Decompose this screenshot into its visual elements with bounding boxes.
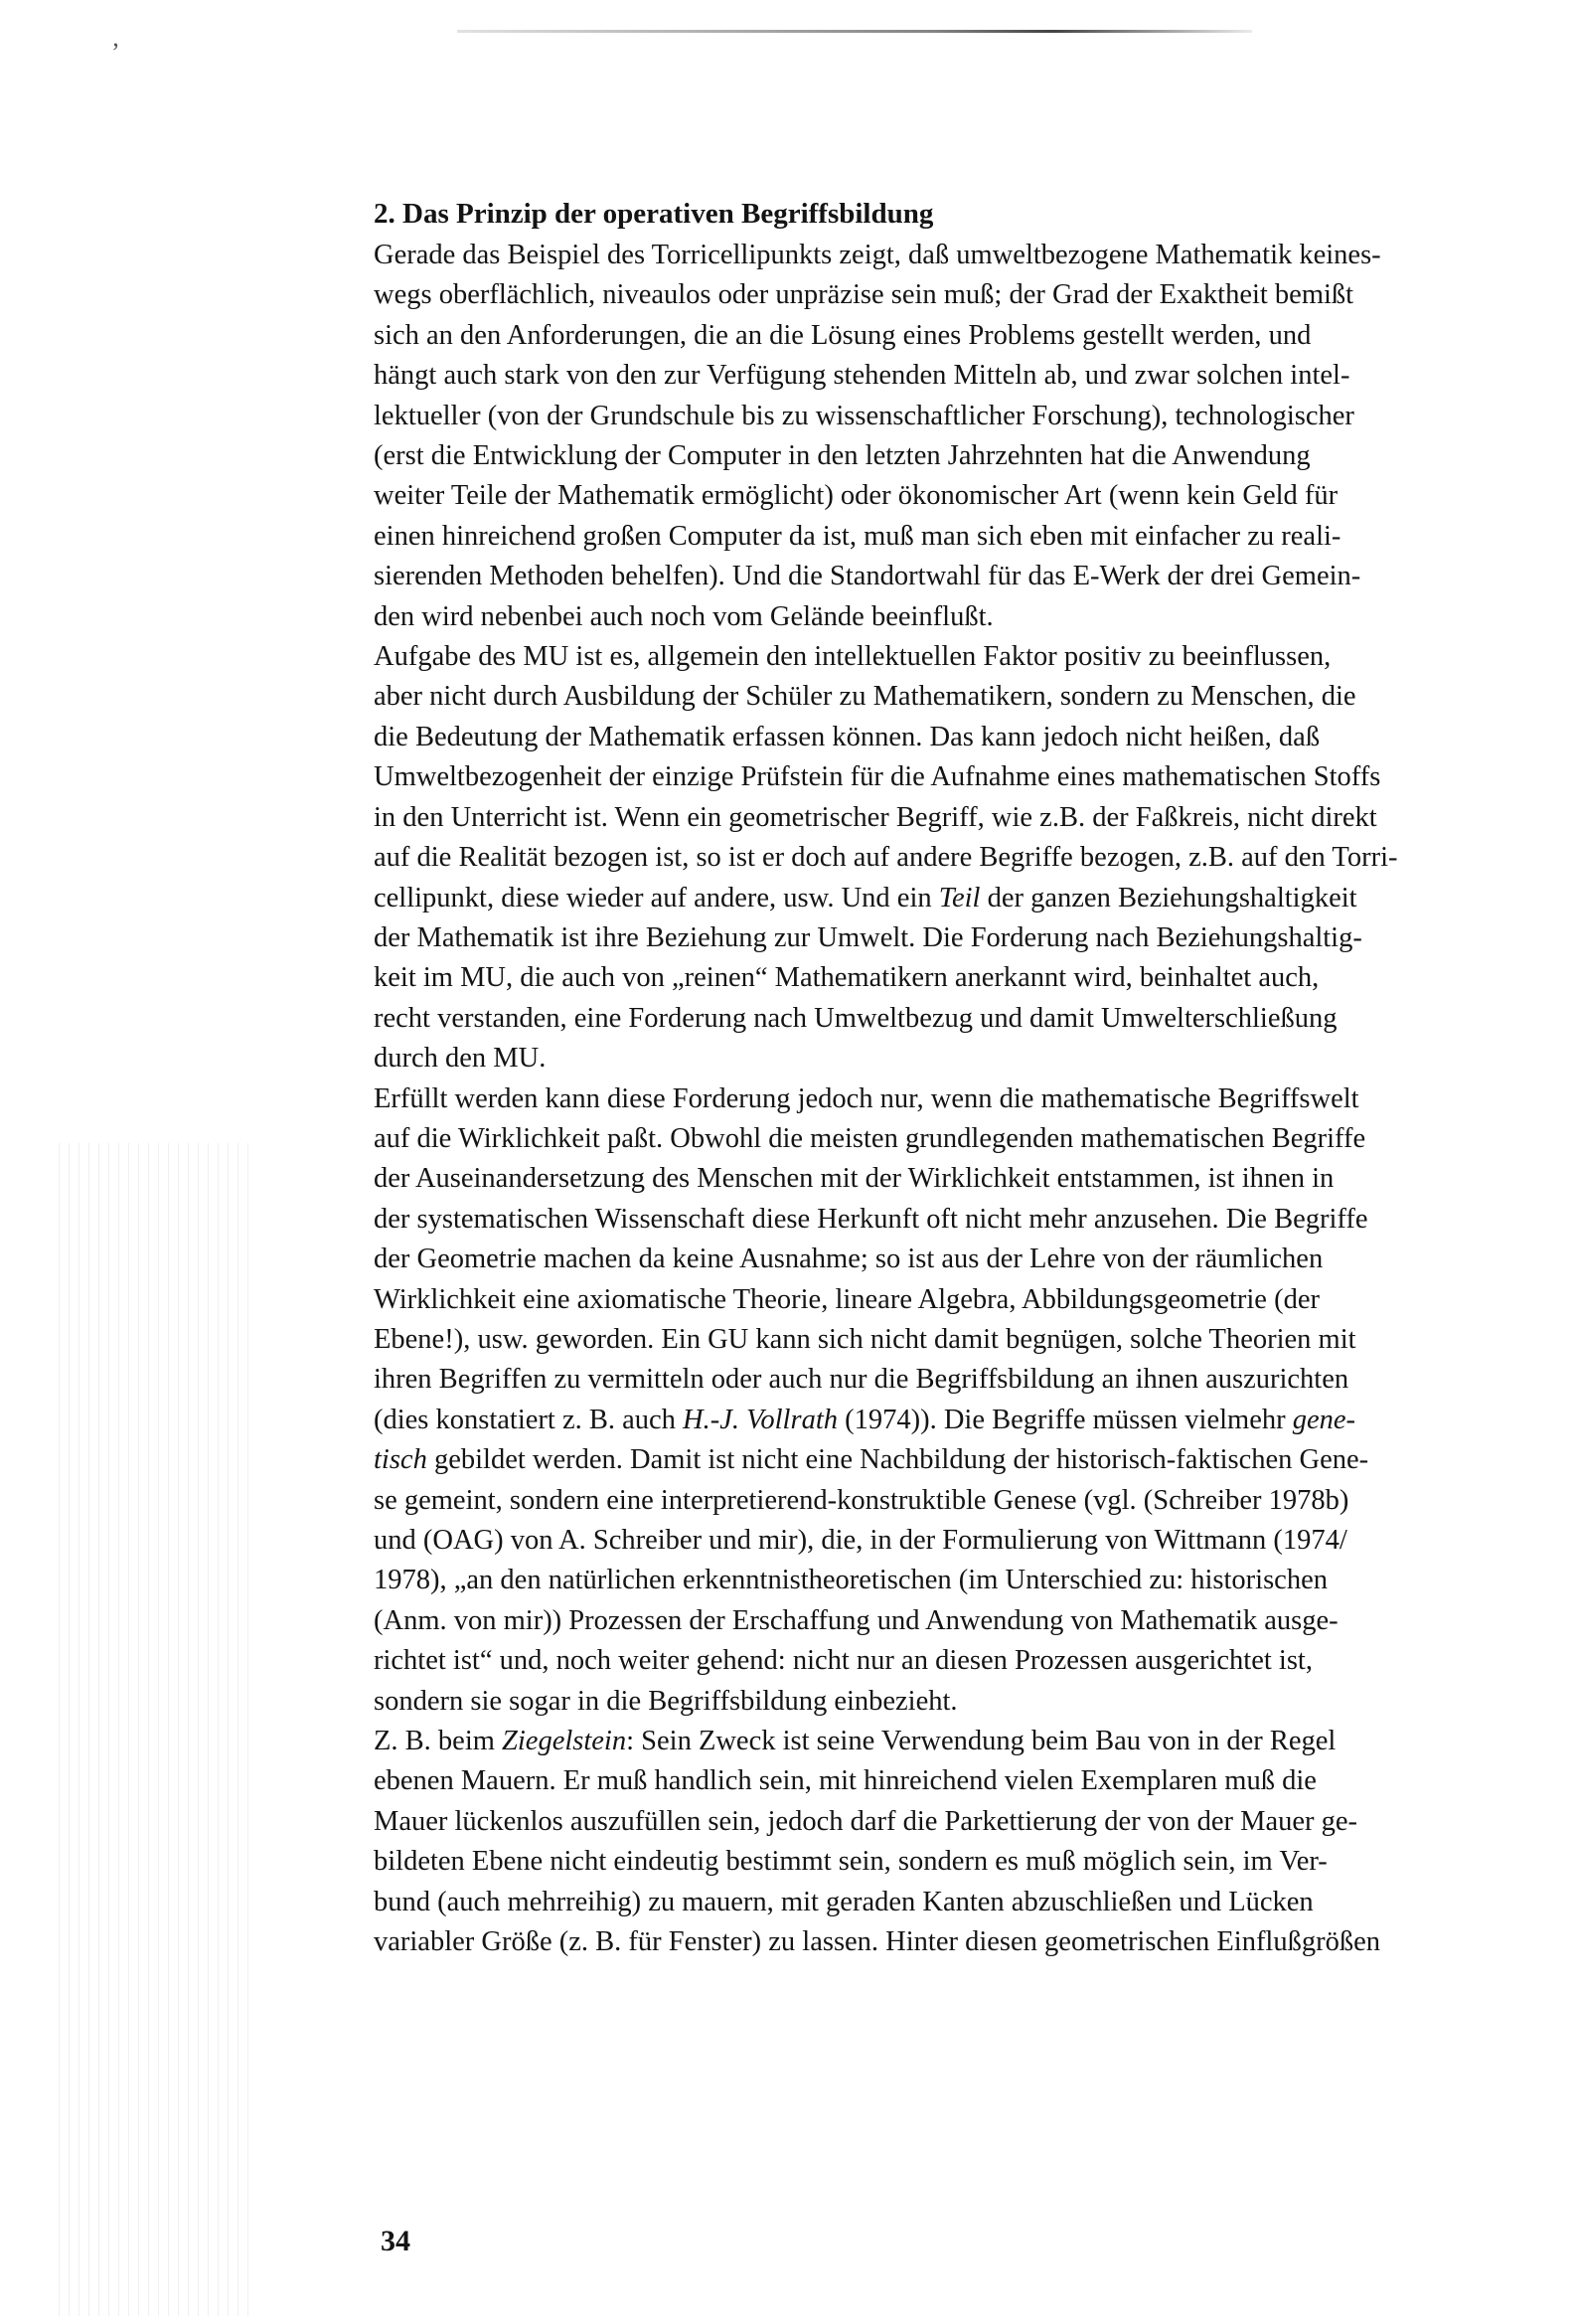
text-line bbox=[374, 1440, 1516, 1480]
text-line: der Mathematik ist ihre Beziehung zur Umwelt. Die Forderung nach Beziehungshaltig- bbox=[374, 921, 1362, 953]
text-line: richtet ist“ und, noch weiter gehend: nicht nur an diesen Prozessen ausgerichtet ist, bbox=[374, 1645, 1313, 1677]
text-line: sich an den Anforderungen, die an die Lösung eines Problems gestellt werden, und bbox=[374, 319, 1312, 351]
italic-text: tisch bbox=[374, 1444, 427, 1476]
text-line: die Bedeutung der Mathematik erfassen können. Das kann jedoch nicht heißen, daß bbox=[374, 721, 1321, 752]
text-line: auf die Wirklichkeit paßt. Obwohl die meisten grundlegenden mathematischen Begriffe bbox=[374, 1122, 1366, 1154]
text-line: Aufgabe des MU ist es, allgemein den intellektuellen Faktor positiv zu beeinflussen, bbox=[374, 641, 1332, 673]
text-line: lektueller (von der Grundschule bis zu wissenschaftlicher Forschung), technologischer bbox=[374, 400, 1354, 431]
text-line: wegs oberflächlich, niveaulos oder unpräzise sein muß; der Grad der Exaktheit bemißt bbox=[374, 279, 1354, 311]
text-line: durch den MU. bbox=[374, 1043, 547, 1075]
text-line: auf die Realität bezogen ist, so ist er doch auf andere Begriffe bezogen, z.B. auf den Torri- bbox=[374, 842, 1398, 874]
text-line: ebenen Mauern. Er muß handlich sein, mit hinreichend vielen Exemplaren muß die bbox=[374, 1765, 1317, 1797]
text-line: Mauer lückenlos auszufüllen sein, jedoch darf die Parkettierung der von der Mauer ge- bbox=[374, 1805, 1358, 1837]
text-line: (erst die Entwicklung der Computer in den letzten Jahrzehnten hat die Anwendung bbox=[374, 440, 1311, 472]
page-number: 34 bbox=[381, 2225, 410, 2257]
text-line: der Geometrie machen da keine Ausnahme; so ist aus der Lehre von der räumlichen bbox=[374, 1244, 1324, 1275]
text-line: hängt auch stark von den zur Verfügung stehenden Mitteln ab, und zwar solchen intel- bbox=[374, 360, 1350, 392]
text-span: der ganzen Beziehungshaltigkeit bbox=[980, 882, 1357, 913]
text-line: und (OAG) von A. Schreiber und mir), die, in der Formulierung von Wittmann (1974/ bbox=[374, 1525, 1347, 1556]
section-heading: 2. Das Prinzip der operativen Begriffsbildung bbox=[374, 198, 934, 230]
text-span: (dies konstatiert z. B. auch bbox=[374, 1404, 684, 1435]
text-line: recht verstanden, eine Forderung nach Umweltbezug und damit Umwelterschließung bbox=[374, 1002, 1338, 1034]
text-line bbox=[374, 1401, 1516, 1440]
text-line: der Auseinandersetzung des Menschen mit der Wirklichkeit entstammen, ist ihnen in bbox=[374, 1163, 1335, 1195]
text-line: einen hinreichend großen Computer da ist, muß man sich eben mit einfacher zu reali- bbox=[374, 520, 1341, 552]
page-body bbox=[374, 194, 1516, 1962]
scan-artifact-rule bbox=[457, 30, 1252, 33]
text-line: (Anm. von mir)) Prozessen der Erschaffung und Anwendung von Mathematik ausge- bbox=[374, 1604, 1339, 1636]
text-line: weiter Teile der Mathematik ermöglicht) oder ökonomischer Art (wenn kein Geld für bbox=[374, 480, 1339, 512]
text-line: sierenden Methoden behelfen). Und die Standortwahl für das E-Werk der drei Gemein- bbox=[374, 561, 1361, 592]
text-line: sondern sie sogar in die Begriffsbildung einbezieht. bbox=[374, 1685, 958, 1717]
text-line: 1978), „an den natürlichen erkenntnistheoretischen (im Unterschied zu: historischen bbox=[374, 1565, 1328, 1596]
text-line: Wirklichkeit eine axiomatische Theorie, lineare Algebra, Abbildungsgeometrie (der bbox=[374, 1283, 1320, 1315]
text-span: cellipunkt, diese wieder auf andere, usw. Und ein bbox=[374, 882, 939, 913]
text-span: (1974)). Die Begriffe müssen vielmehr bbox=[838, 1404, 1293, 1435]
italic-text: Teil bbox=[938, 882, 981, 913]
text-line bbox=[374, 879, 1516, 918]
text-line: in den Unterricht ist. Wenn ein geometrischer Begriff, wie z.B. der Faßkreis, nicht direkt bbox=[374, 801, 1377, 833]
text-line: ihren Begriffen zu vermitteln oder auch nur die Begriffsbildung an ihnen auszurichten bbox=[374, 1364, 1349, 1396]
italic-text: H.-J. Vollrath bbox=[683, 1404, 838, 1435]
italic-text: Ziegelstein bbox=[502, 1726, 627, 1757]
text-line: keit im MU, die auch von „reinen“ Mathematikern anerkannt wird, beinhaltet auch, bbox=[374, 962, 1320, 994]
text-line: se gemeint, sondern eine interpretierend-konstruktible Genese (vgl. (Schreiber 1978b) bbox=[374, 1484, 1349, 1516]
text-span: Z. B. beim bbox=[374, 1726, 503, 1757]
text-span: gebildet werden. Damit ist nicht eine Nachbildung der historisch-faktischen Gene- bbox=[426, 1444, 1369, 1476]
text-span: : Sein Zweck ist seine Verwendung beim Bau von in der Regel bbox=[626, 1726, 1337, 1757]
scan-artifact-edge bbox=[50, 1143, 248, 2316]
text-line: den wird nebenbei auch noch vom Gelände beeinflußt. bbox=[374, 600, 994, 632]
text-line: aber nicht durch Ausbildung der Schüler zu Mathematikern, sondern zu Menschen, die bbox=[374, 681, 1356, 713]
text-line: Ebene!), usw. geworden. Ein GU kann sich nicht damit begnügen, solche Theorien mit bbox=[374, 1323, 1356, 1355]
body-text bbox=[374, 236, 1516, 1962]
italic-text: gene- bbox=[1292, 1404, 1356, 1435]
text-line: der systematischen Wissenschaft diese Herkunft oft nicht mehr anzusehen. Die Begriffe bbox=[374, 1203, 1368, 1235]
text-line: Umweltbezogenheit der einzige Prüfstein für die Aufnahme eines mathematischen Stoffs bbox=[374, 761, 1381, 793]
text-line bbox=[374, 1722, 1516, 1761]
text-line: bildeten Ebene nicht eindeutig bestimmt sein, sondern es muß möglich sein, im Ver- bbox=[374, 1846, 1328, 1878]
scan-artifact-mark: ʼ bbox=[111, 38, 120, 67]
text-line: bund (auch mehrreihig) zu mauern, mit geraden Kanten abzuschließen und Lücken bbox=[374, 1886, 1314, 1917]
text-line: Erfüllt werden kann diese Forderung jedoch nur, wenn die mathematische Begriffswelt bbox=[374, 1082, 1359, 1114]
text-line: variabler Größe (z. B. für Fenster) zu lassen. Hinter diesen geometrischen Einflußgrößen bbox=[374, 1926, 1380, 1958]
text-line: Gerade das Beispiel des Torricellipunkts zeigt, daß umweltbezogene Mathematik keines- bbox=[374, 240, 1381, 270]
